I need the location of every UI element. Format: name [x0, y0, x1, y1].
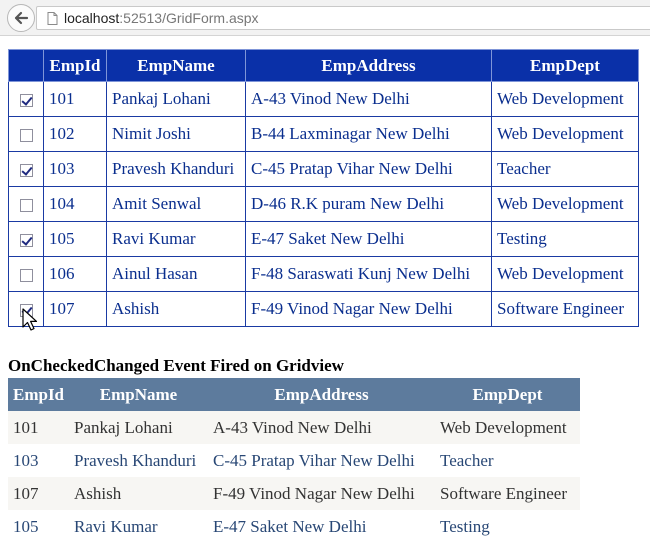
cell-empname: Nimit Joshi: [107, 117, 246, 152]
cell-empid: 107: [8, 477, 69, 510]
url-input[interactable]: [36, 6, 650, 30]
table-row: [9, 187, 639, 222]
header-empname: EmpName: [107, 50, 246, 82]
table-row: [9, 222, 639, 257]
cell-empaddress: E-47 Saket New Delhi: [208, 510, 435, 543]
table-row: [9, 152, 639, 187]
event-heading: OnCheckedChanged Event Fired on Gridview: [8, 356, 344, 375]
cell-empaddress: A-43 Vinod New Delhi: [246, 82, 492, 117]
cell-empname: Pankaj Lohani: [69, 411, 208, 444]
cell-empid: 103: [44, 152, 107, 187]
table-row: [8, 444, 580, 477]
cell-empaddress: B-44 Laxminagar New Delhi: [246, 117, 492, 152]
table-row: [9, 117, 639, 152]
cell-empid: 105: [44, 222, 107, 257]
cell-empid: 103: [8, 444, 69, 477]
cell-empname: Amit Senwal: [107, 187, 246, 222]
row-select-cell: [9, 82, 44, 117]
cell-empname: Pankaj Lohani: [107, 82, 246, 117]
cell-empid: 106: [44, 257, 107, 292]
cell-empname: Ashish: [69, 477, 208, 510]
row-checkbox[interactable]: [20, 234, 33, 247]
cell-empaddress: F-48 Saraswati Kunj New Delhi: [246, 257, 492, 292]
selected-employees-gridview: [8, 378, 580, 543]
cell-empname: Ravi Kumar: [107, 222, 246, 257]
cell-empdept: Web Development: [492, 187, 639, 222]
cell-empid: 104: [44, 187, 107, 222]
header-empid: EmpId: [44, 50, 107, 82]
cell-empid: 105: [8, 510, 69, 543]
table-row: [8, 477, 580, 510]
cell-empid: 101: [44, 82, 107, 117]
cell-empaddress: C-45 Pratap Vihar New Delhi: [246, 152, 492, 187]
row-checkbox[interactable]: [20, 129, 33, 142]
table-row: [8, 510, 580, 543]
cell-empdept: Web Development: [492, 117, 639, 152]
grid2-header-empdept: EmpDept: [435, 378, 580, 411]
cell-empdept: Teacher: [492, 152, 639, 187]
grid2-header-empid: EmpId: [8, 378, 69, 411]
row-select-cell: [9, 257, 44, 292]
row-select-cell: [9, 117, 44, 152]
cell-empdept: Testing: [492, 222, 639, 257]
row-select-cell: [9, 187, 44, 222]
grid-header-row: [9, 50, 639, 82]
cell-empdept: Web Development: [492, 82, 639, 117]
table-row: [8, 411, 580, 444]
cell-empdept: Teacher: [435, 444, 580, 477]
cell-empaddress: F-49 Vinod Nagar New Delhi: [208, 477, 435, 510]
browser-address-bar: [0, 0, 650, 36]
row-checkbox[interactable]: [20, 164, 33, 177]
cell-empname: Pravesh Khanduri: [107, 152, 246, 187]
cell-empdept: Web Development: [435, 411, 580, 444]
row-select-cell: [9, 152, 44, 187]
header-empaddress: EmpAddress: [246, 50, 492, 82]
grid2-header-empaddress: EmpAddress: [208, 378, 435, 411]
mouse-cursor-icon: [21, 307, 41, 333]
table-row: [9, 292, 639, 327]
table-row: [9, 82, 639, 117]
cell-empname: Ashish: [107, 292, 246, 327]
cell-empname: Ravi Kumar: [69, 510, 208, 543]
cell-empaddress: A-43 Vinod New Delhi: [208, 411, 435, 444]
cell-empname: Pravesh Khanduri: [69, 444, 208, 477]
cell-empname: Ainul Hasan: [107, 257, 246, 292]
cell-empaddress: D-46 R.K puram New Delhi: [246, 187, 492, 222]
row-checkbox[interactable]: [20, 94, 33, 107]
cell-empdept: Software Engineer: [435, 477, 580, 510]
cell-empaddress: C-45 Pratap Vihar New Delhi: [208, 444, 435, 477]
row-checkbox[interactable]: [20, 269, 33, 282]
grid2-header-empname: EmpName: [69, 378, 208, 411]
cell-empdept: Web Development: [492, 257, 639, 292]
row-checkbox[interactable]: [20, 199, 33, 212]
url-text: localhost:52513/GridForm.aspx: [64, 10, 259, 26]
cell-empid: 101: [8, 411, 69, 444]
grid2-header-row: [8, 378, 580, 411]
cell-empdept: Testing: [435, 510, 580, 543]
header-empdept: EmpDept: [492, 50, 639, 82]
table-row: [9, 257, 639, 292]
back-button[interactable]: [7, 4, 35, 32]
cell-empaddress: F-49 Vinod Nagar New Delhi: [246, 292, 492, 327]
cell-empid: 102: [44, 117, 107, 152]
cell-empdept: Software Engineer: [492, 292, 639, 327]
row-select-cell: [9, 222, 44, 257]
header-select: [9, 50, 44, 82]
cell-empid: 107: [44, 292, 107, 327]
employee-gridview: [8, 49, 639, 327]
cell-empaddress: E-47 Saket New Delhi: [246, 222, 492, 257]
back-arrow-icon: [13, 10, 29, 26]
page-icon: [46, 12, 59, 25]
